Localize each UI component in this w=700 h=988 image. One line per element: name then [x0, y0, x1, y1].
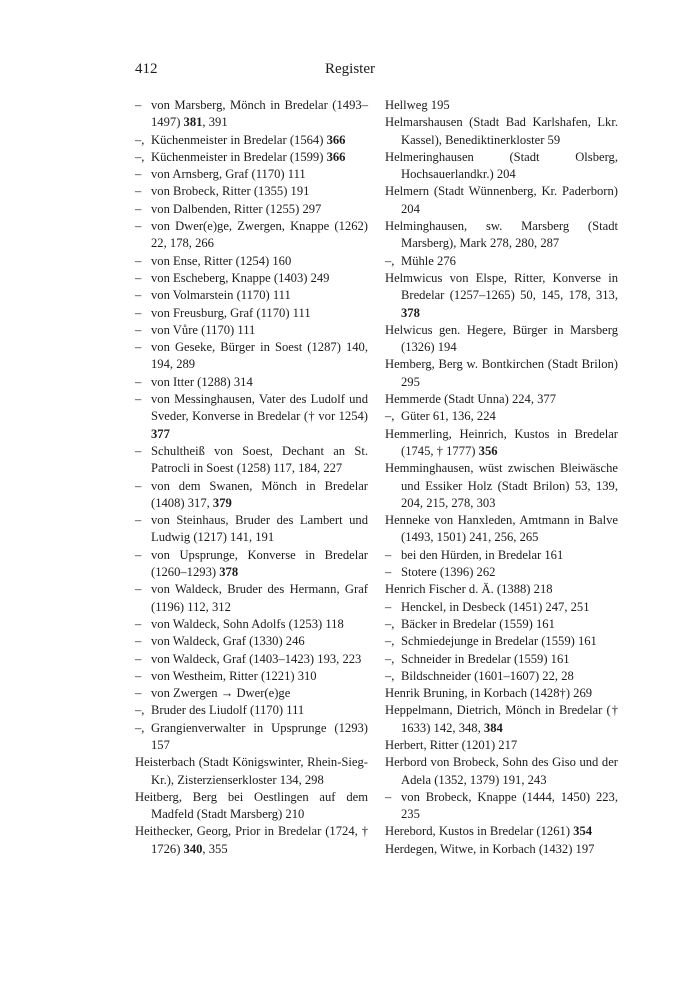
entry-dash: –,: [385, 253, 395, 268]
entry-dash: –,: [135, 132, 145, 147]
entry-bold-page: 379: [212, 495, 232, 510]
entry-text: Stotere (1396) 262: [401, 565, 496, 580]
entry-dash: –: [135, 322, 142, 337]
entry-text: Henrik Bruning, in Korbach (1428†) 269: [385, 686, 593, 701]
entry-text: von Brobeck, Ritter (1355) 191: [151, 184, 310, 199]
entry-text: bei den Hürden, in Bredelar 161: [401, 547, 564, 562]
index-entry: [135, 374, 368, 391]
entry-text: Herdegen, Witwe, in Korbach (1432) 197: [385, 841, 595, 856]
entry-text: Schmiedejunge in Bredelar (1559) 161: [401, 634, 597, 649]
entry-text: von Itter (1288) 314: [151, 374, 253, 389]
entry-text: von Waldeck, Graf (1330) 246: [151, 634, 305, 649]
entry-text: von Zwergen → Dwer(e)ge: [151, 686, 291, 701]
index-entry: [385, 651, 618, 668]
index-entry: [385, 391, 618, 408]
index-entry: [385, 616, 618, 633]
entry-text: Herbert, Ritter (1201) 217: [385, 737, 518, 752]
entry-dash: –,: [135, 149, 145, 164]
index-entry: [385, 512, 618, 547]
entry-dash: –: [135, 686, 142, 701]
entry-dash: –: [135, 443, 142, 458]
index-entry: [385, 426, 618, 461]
entry-dash: –,: [385, 634, 395, 649]
index-entry: [385, 183, 618, 218]
entry-text: Hemberg, Berg w. Bontkirchen (Stadt Brilon) 295: [385, 357, 618, 389]
entry-dash: –: [135, 167, 142, 182]
index-entry: [135, 823, 368, 858]
index-entry: [135, 218, 368, 253]
entry-bold-page: 366: [326, 132, 346, 147]
entry-text: Helmarshausen (Stadt Bad Karlshafen, Lkr. Kassel), Benediktinerkloster 59: [385, 115, 618, 147]
entry-text: Helmeringhausen (Stadt Olsberg, Hochsauerlandkr.) 204: [385, 149, 618, 182]
index-entry: [135, 633, 368, 650]
entry-dash: –: [135, 219, 142, 234]
entry-text: Heisterbach (Stadt Königswinter, Rhein-Sieg-Kr.), Zisterzienserkloster 134, 298: [135, 755, 368, 787]
entry-dash: –,: [385, 616, 395, 631]
index-entry: [385, 789, 618, 824]
entry-text: Heithecker, Georg, Prior in Bredelar (1724, † 1726): [135, 824, 368, 856]
entry-text: Bildschneider (1601–1607) 22, 28: [401, 668, 574, 683]
entry-bold-page: 377: [151, 426, 170, 441]
entry-dash: –: [135, 184, 142, 199]
entry-text: von Messinghausen, Vater des Ludolf und Sveder, Konverse in Bredelar († vor 1254): [151, 392, 368, 424]
entry-dash: –: [135, 392, 142, 407]
entry-text: Hemmerling, Heinrich, Kustos in Bredelar (1745, † 1777): [385, 426, 618, 458]
entry-text: von Escheberg, Knappe (1403) 249: [151, 270, 330, 285]
entry-dash: –: [135, 340, 142, 355]
entry-text: von Waldeck, Graf (1403–1423) 193, 223: [151, 651, 362, 666]
index-entry: [135, 183, 368, 200]
index-entry: [385, 823, 618, 840]
entry-bold-page: 384: [483, 720, 503, 735]
index-entry: [135, 702, 368, 719]
index-entry: [385, 270, 618, 322]
index-entry: [385, 322, 618, 357]
entry-text: Güter 61, 136, 224: [401, 409, 496, 424]
index-entry: [135, 339, 368, 374]
index-entry: [385, 564, 618, 581]
entry-dash: –: [135, 668, 142, 683]
index-entry: [135, 322, 368, 339]
index-entry: [385, 218, 618, 253]
entry-dash: –: [135, 288, 142, 303]
entry-dash: –: [135, 305, 142, 320]
entry-text: von Steinhaus, Bruder des Lambert und Ludwig (1217) 141, 191: [151, 513, 368, 545]
entry-text: von Arnsberg, Graf (1170) 111: [151, 167, 306, 182]
entry-text: von Dwer(e)ge, Zwergen, Knappe (1262) 22, 178, 266: [151, 219, 368, 251]
index-entry: [135, 685, 368, 702]
entry-text: Grangienverwalter in Upsprunge (1293) 157: [151, 720, 368, 752]
entry-text: Schultheiß von Soest, Dechant an St. Patrocli in Soest (1258) 117, 184, 227: [151, 443, 368, 476]
entry-bold-page: 381: [183, 115, 203, 130]
index-entry: [135, 287, 368, 304]
index-entry: [135, 789, 368, 824]
entry-text: von Westheim, Ritter (1221) 310: [151, 668, 317, 683]
entry-text: Bäcker in Bredelar (1559) 161: [401, 616, 555, 631]
entry-dash: –,: [385, 409, 395, 424]
entry-bold-page: 354: [573, 824, 593, 839]
entry-text: Hemmerde (Stadt Unna) 224, 377: [385, 392, 557, 407]
entry-dash: –: [135, 582, 142, 597]
entry-dash: –: [135, 616, 142, 631]
entry-text: Herebord, Kustos in Bredelar (1261): [385, 824, 574, 839]
entry-text: Herbord von Brobeck, Sohn des Giso und der Adela (1352, 1379) 191, 243: [385, 755, 618, 787]
entry-text: von Upsprunge, Konverse in Bredelar (1260–1293): [151, 547, 368, 580]
entry-text: von Vůre (1170) 111: [151, 322, 256, 337]
entry-text: von Volmarstein (1170) 111: [151, 288, 291, 303]
entry-text: von Ense, Ritter (1254) 160: [151, 253, 292, 268]
entry-dash: –: [135, 201, 142, 216]
index-entry: [135, 391, 368, 443]
index-entry: [385, 581, 618, 598]
entry-text: von Freusburg, Graf (1170) 111: [151, 305, 311, 320]
index-entry: [135, 651, 368, 668]
entry-text: Hellweg 195: [385, 98, 450, 112]
entry-text: Bruder des Liudolf (1170) 111: [151, 703, 305, 718]
entry-text: Schneider in Bredelar (1559) 161: [401, 651, 570, 666]
index-entry: [135, 512, 368, 547]
index-entry: [385, 754, 618, 789]
entry-text: von Waldeck, Sohn Adolfs (1253) 118: [151, 616, 344, 631]
entry-tail: , 355: [202, 841, 228, 856]
index-entry: [135, 547, 368, 582]
entry-text: Mühle 276: [401, 253, 456, 268]
entry-text: von Dalbenden, Ritter (1255) 297: [151, 201, 322, 216]
entry-dash: –: [385, 789, 392, 804]
index-entry: [385, 633, 618, 650]
entry-dash: –: [135, 270, 142, 285]
entry-text: Küchenmeister in Bredelar (1564): [151, 132, 327, 147]
running-title: Register: [325, 61, 375, 77]
entry-text: Henneke von Hanxleden, Amtmann in Balve (1493, 1501) 241, 256, 265: [385, 513, 618, 545]
entry-dash: –: [135, 253, 142, 268]
index-entry: [135, 132, 368, 149]
entry-dash: –,: [135, 720, 145, 735]
entry-text: von Brobeck, Knappe (1444, 1450) 223, 235: [401, 789, 618, 822]
index-entry: [385, 547, 618, 564]
entry-text: von Waldeck, Bruder des Hermann, Graf (1196) 112, 312: [151, 582, 368, 614]
index-entry: [385, 460, 618, 512]
index-entry: [385, 737, 618, 754]
index-entry: [135, 581, 368, 616]
index-entry: [385, 841, 618, 858]
entry-text: Helmern (Stadt Wünnenberg, Kr. Paderborn) 204: [385, 184, 618, 216]
entry-bold-page: 356: [478, 443, 498, 458]
entry-dash: –: [385, 599, 392, 614]
entry-dash: –: [385, 547, 392, 562]
index-column-left: [135, 97, 368, 858]
index-entry: [135, 149, 368, 166]
index-entry: [135, 668, 368, 685]
entry-text: Helminghausen, sw. Marsberg (Stadt Marsberg), Mark 278, 280, 287: [385, 219, 618, 251]
entry-text: von Marsberg, Mönch in Bredelar (1493–1497): [151, 98, 368, 130]
index-entry: [135, 201, 368, 218]
entry-bold-page: 378: [401, 305, 420, 320]
index-entry: [385, 97, 618, 114]
index-entry: [385, 356, 618, 391]
index-entry: [385, 685, 618, 702]
entry-dash: –: [135, 374, 142, 389]
entry-text: Heitberg, Berg bei Oestlingen auf dem Madfeld (Stadt Marsberg) 210: [135, 789, 368, 822]
index-entry: [135, 270, 368, 287]
index-column-right: [385, 97, 618, 858]
index-entry: [135, 754, 368, 789]
entry-text: Henckel, in Desbeck (1451) 247, 251: [401, 599, 590, 614]
entry-text: Helmwicus von Elspe, Ritter, Konverse in Bredelar (1257–1265) 50, 145, 178, 313,: [385, 270, 618, 303]
entry-text: Helwicus gen. Hegere, Bürger in Marsberg (1326) 194: [385, 322, 618, 355]
index-entry: [135, 443, 368, 478]
entry-bold-page: 340: [183, 841, 203, 856]
index-entry: [385, 408, 618, 425]
index-entry: [385, 114, 618, 149]
entry-text: von dem Swanen, Mönch in Bredelar (1408) 317,: [151, 478, 368, 510]
entry-dash: –,: [135, 703, 145, 718]
entry-text: Henrich Fischer d. Ä. (1388) 218: [385, 582, 553, 597]
entry-dash: –: [135, 634, 142, 649]
entry-dash: –: [135, 98, 142, 112]
entry-bold-page: 366: [326, 149, 346, 164]
index-entry: [135, 305, 368, 322]
index-entry: [385, 253, 618, 270]
entry-bold-page: 378: [219, 565, 239, 580]
entry-dash: –: [135, 513, 142, 528]
entry-text: Hemminghausen, wüst zwischen Bleiwäsche und Essiker Holz (Stadt Brilon) 53, 139, 204, 215, 278, 303: [385, 461, 618, 510]
index-entry: [385, 149, 618, 184]
index-entry: [135, 253, 368, 270]
entry-dash: –: [135, 478, 142, 493]
entry-dash: –,: [385, 651, 395, 666]
index-entry: [385, 702, 618, 737]
entry-tail: , 391: [202, 115, 228, 130]
entry-dash: –,: [385, 668, 395, 683]
entry-text: Küchenmeister in Bredelar (1599): [151, 149, 327, 164]
index-entry: [385, 668, 618, 685]
index-entry: [135, 616, 368, 633]
entry-dash: –: [385, 565, 392, 580]
page-number: 412: [135, 61, 158, 77]
index-entry: [135, 166, 368, 183]
index-entry: [135, 478, 368, 513]
entry-dash: –: [135, 547, 142, 562]
index-entry: [135, 720, 368, 755]
entry-text: von Geseke, Bürger in Soest (1287) 140, 194, 289: [151, 340, 368, 372]
index-entry: [385, 599, 618, 616]
index-entry: [135, 97, 368, 132]
entry-dash: –: [135, 651, 142, 666]
entry-text: Heppelmann, Dietrich, Mönch in Bredelar († 1633) 142, 348,: [385, 703, 618, 735]
